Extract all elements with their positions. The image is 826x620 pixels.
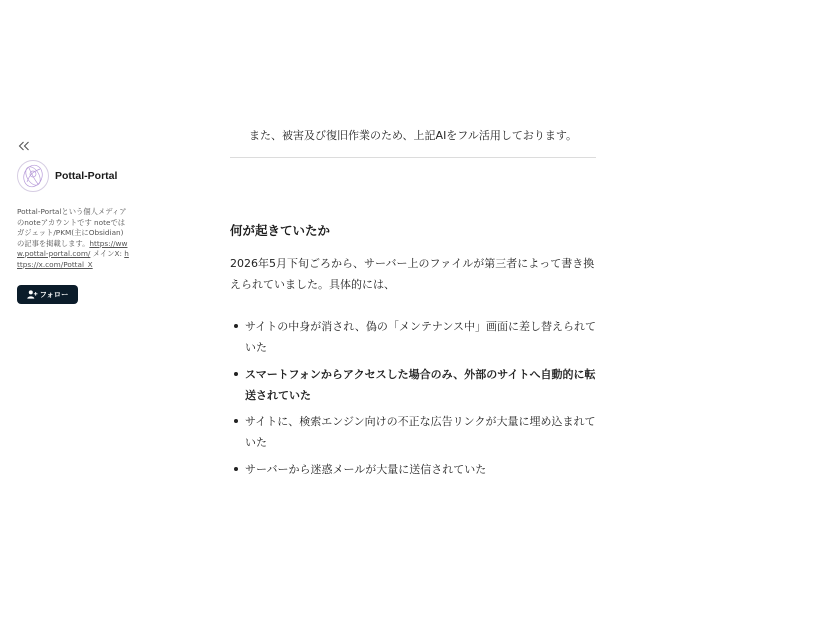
bio-x-label: メインX: xyxy=(90,249,125,258)
double-chevron-left-icon xyxy=(18,141,32,151)
list-item: サイトに、検索エンジン向けの不正な広告リンクが大量に埋め込まれていた xyxy=(230,411,596,453)
follow-button[interactable] xyxy=(17,285,78,304)
incident-list xyxy=(230,316,596,485)
pottal-portal-logo-icon xyxy=(18,161,48,191)
section-heading: 何が起きていたか xyxy=(230,223,331,238)
account-bio xyxy=(17,207,129,270)
list-item: サイトの中身が消され、偽の「メンテナンス中」画面に差し替えられていた xyxy=(230,316,596,358)
collapse-sidebar-button[interactable] xyxy=(18,141,32,153)
intro-text: また、被害及び復旧作業のため、上記AIをフル活用しております。 xyxy=(248,129,577,142)
list-item: スマートフォンからアクセスした場合のみ、外部のサイトへ自動的に転送されていた xyxy=(230,364,596,406)
list-item: サーバーから迷惑メールが大量に送信されていた xyxy=(230,459,596,480)
website-link[interactable]: https://www.pottal-portal.com/ xyxy=(17,238,128,258)
account-name[interactable]: Pottal-Portal xyxy=(55,170,118,182)
person-plus-icon xyxy=(27,290,38,299)
section-divider xyxy=(230,157,596,158)
x-account-link[interactable]: https://x.com/Pottal_X xyxy=(17,249,129,269)
article-paragraph: 2026年5月下旬ごろから、サーバー上のファイルが第三者によって書き換えられていました。具体的には、 xyxy=(230,257,595,291)
avatar[interactable] xyxy=(17,160,49,192)
follow-label: フォロー xyxy=(39,289,69,299)
bio-text: Pottal-Portalという個人メディアのnoteアカウントです noteではガジェット/PKM(主にObsidian)の記事を掲載します。 xyxy=(17,207,127,248)
